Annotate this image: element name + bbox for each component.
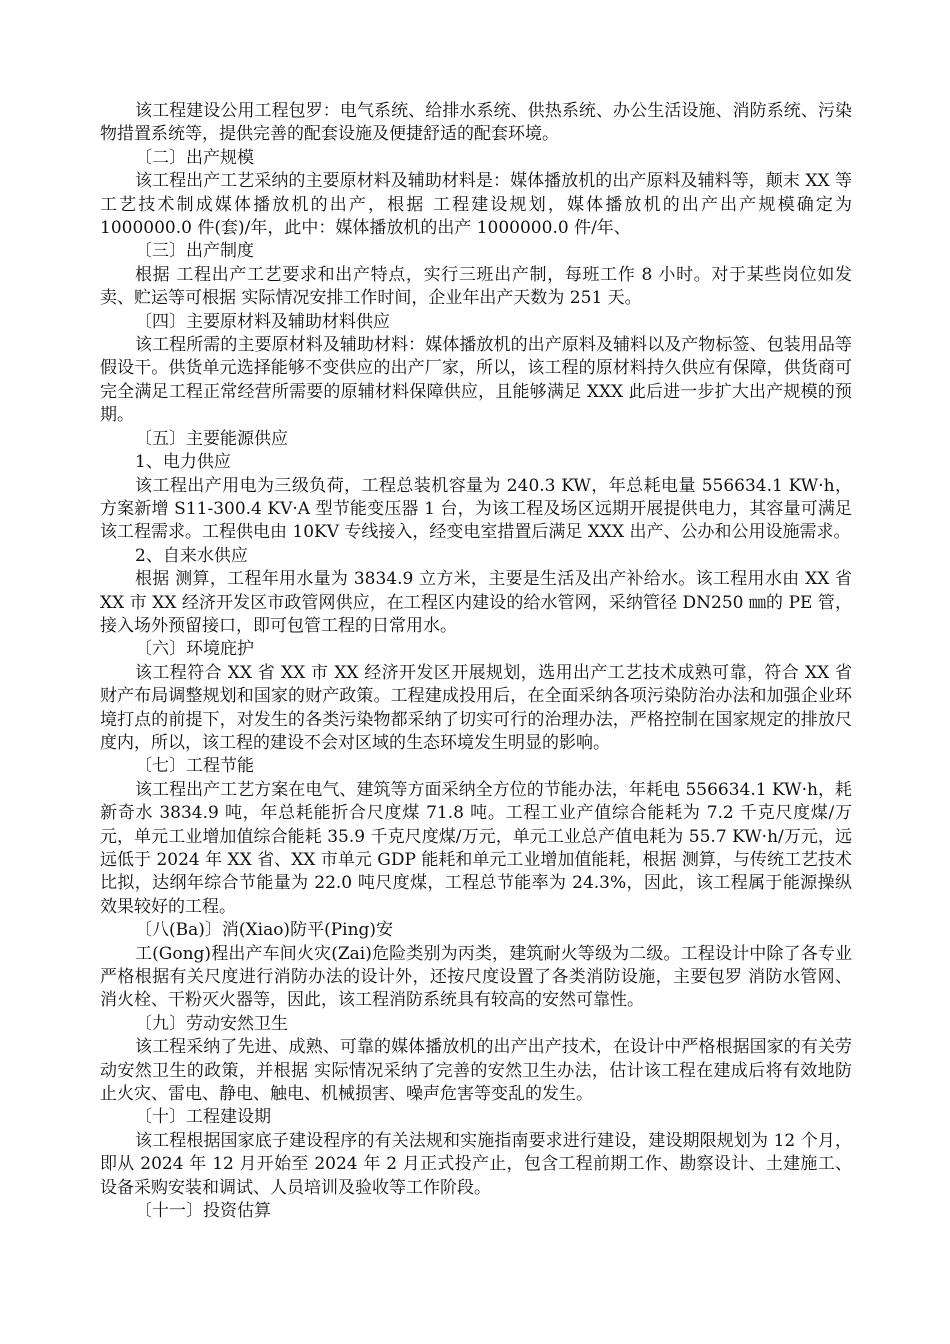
- heading-labor-safety: 〔九〕劳动安然卫生: [135, 1013, 288, 1034]
- paragraph-raw-materials: 该工程所需的主要原材料及辅助材料：媒体播放机的出产原料及辅料以及产物标签、包装用品等假设干。供货单元选择能够不变供应的出产厂家，所以，该工程的原材料持久供应有保障，供货商可完全满足工程正常经营所需要的原辅材料保障供应，且能够满足 XXX 此后进一步扩大出产规模的预期。: [100, 335, 852, 426]
- heading-construction-period: 〔十〕工程建设期: [135, 1107, 271, 1128]
- heading-fire-safety: 〔八(Ba)〕消(Xiao)防平(Ping)安: [135, 920, 394, 941]
- paragraph-labor-safety: 该工程采纳了先进、成熟、可靠的媒体播放机的出产出产技术，在设计中严格根据国家的有关劳动安然卫生的政策，并根据 实际情况采纳了完善的安然卫生办法，估计该工程在建成后将有效地防止火灾、雷电、静电、触电、机械损害、噪声危害等变乱的发生。: [100, 1037, 852, 1105]
- paragraph-water-supply: 根据 测算，工程年用水量为 3834.9 立方米，主要是生活及出产补给水。该工程用水由 XX 省 XX 市 XX 经济开发区市政管网供应，在工程区内建设的给水管网，采纳管径 DN250 ㎜的 PE 管，接入场外预留接口，即可包管工程的日常用水。: [100, 569, 852, 636]
- heading-water-supply: 2、自来水供应: [135, 545, 248, 566]
- paragraph-fire-safety: 工(Gong)程出产车间火灾(Zai)危险类别为丙类，建筑耐火等级为二级。工程设计中除了各专业严格根据有关尺度进行消防办法的设计外，还按尺度设置了各类消防设施，主要包罗 消防水管网、消火栓、干粉灭火器等，因此，该工程消防系统具有较高的安然可靠性。: [100, 943, 852, 1011]
- heading-production-scale: 〔二〕出产规模: [135, 147, 254, 168]
- document-page: [100, 100, 852, 1224]
- heading-raw-materials: 〔四〕主要原材料及辅助材料供应: [135, 311, 390, 332]
- heading-power-supply: 1、电力供应: [135, 452, 231, 473]
- paragraph-construction-period: 该工程根据国家底子建设程序的有关法规和实施指南要求进行建设，建设期限规划为 12 个月，即从 2024 年 12 月开始至 2024 年 2 月正式投产止，包含工程前期工作、勘察设计、土建施工、设备采购安装和调试、人员培训及验收等工作阶段。: [100, 1130, 852, 1198]
- paragraph-environment: 该工程符合 XX 省 XX 市 XX 经济开发区开展规划，选用出产工艺技术成熟可靠，符合 XX 省财产布局调整规划和国家的财产政策。工程建成投用后，在全面采纳各项污染防治办法和加强企业环境打点的前提下，对发生的各类污染物都采纳了切实可行的治理办法，严格控制在国家规定的排放尺度内，所以，该工程的建设不会对区域的生态环境发生明显的影响。: [100, 662, 852, 753]
- heading-production-system: 〔三〕出产制度: [135, 241, 254, 262]
- paragraph-public-works: 该工程建设公用工程包罗：电气系统、给排水系统、供热系统、办公生活设施、消防系统、污染物措置系统等，提供完善的配套设施及便捷舒适的配套环境。: [100, 101, 852, 145]
- heading-energy-saving: 〔七〕工程节能: [135, 756, 254, 777]
- paragraph-production-scale: 该工程出产工艺采纳的主要原材料及辅助材料是：媒体播放机的出产原料及辅料等，颠末 XX 等工艺技术制成媒体播放机的出产，根据 工程建设规划，媒体播放机的出产出产规模确定为 1000000.0 件(套)/年，此中：媒体播放机的出产 1000000.0 件/年、: [100, 171, 852, 239]
- heading-energy-supply: 〔五〕主要能源供应: [135, 428, 288, 449]
- heading-environment: 〔六〕环境庇护: [135, 639, 254, 660]
- paragraph-production-system: 根据 工程出产工艺要求和出产特点，实行三班出产制，每班工作 8 小时。对于某些岗位如发卖、贮运等可根据 实际情况安排工作时间，企业年出产天数为 251 天。: [100, 264, 852, 309]
- paragraph-power-supply: 该工程出产用电为三级负荷，工程总装机容量为 240.3 KW，年总耗电量 556634.1 KW·h，方案新增 S11-300.4 KV·A 型节能变压器 1 台，为该工程及场区远期开展提供电力，其容量可满足该工程需求。工程供电由 10KV 专线接入，经变电室措置后满足 XXX 出产、公办和公用设施需求。: [100, 475, 852, 543]
- heading-investment-estimate: 〔十一〕投资估算: [135, 1201, 271, 1222]
- paragraph-energy-saving: 该工程出产工艺方案在电气、建筑等方面采纳全方位的节能办法，年耗电 556634.1 KW·h，耗新奇水 3834.9 吨，年总耗能折合尺度煤 71.8 吨。工程工业产值综合能耗为 7.2 千克尺度煤/万元，单元工业增加值综合能耗 35.9 千克尺度煤/万元，单元工业总产值电耗为 55.7 KW·h/万元，远远低于 2024 年 XX 省、XX 市单元 GDP 能耗和单元工业增加值能耗，根据 测算，与传统工艺技术比拟，达纲年综合节能量为 22.0 吨尺度煤，工程总节能率为 24.3%，因此，该工程属于能源操纵效果较好的工程。: [100, 779, 852, 917]
